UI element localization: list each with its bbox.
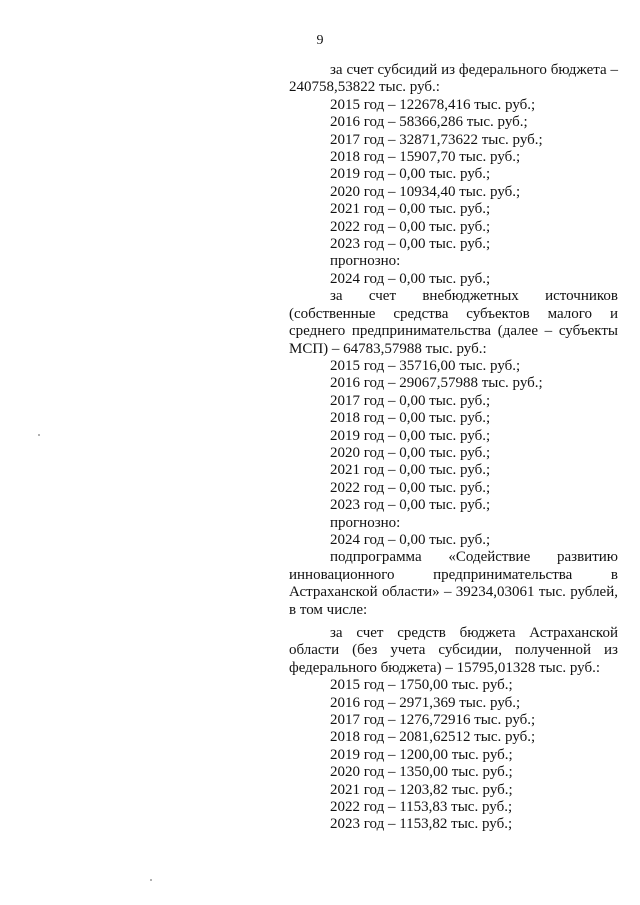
text-line: 2024 год – 0,00 тыс. руб.; — [330, 531, 491, 548]
text-line: 2016 год – 58366,286 тыс. руб.; — [330, 114, 528, 131]
text-line: 2021 год – 1203,82 тыс. руб.; — [330, 781, 513, 798]
document-body — [289, 62, 618, 834]
text-line: 2018 год – 2081,62512 тыс. руб.; — [330, 729, 536, 746]
text-line: 2017 год – 1276,72916 тыс. руб.; — [330, 712, 536, 729]
scan-speck — [38, 434, 40, 436]
text-line: 2020 год – 1350,00 тыс. руб.; — [330, 764, 513, 781]
text-line: 2023 год – 0,00 тыс. руб.; — [330, 497, 491, 514]
text-paragraph: за счет субсидий из федерального бюджета – 240758,53822 тыс. руб.: — [289, 62, 618, 96]
text-line: 2015 год – 35716,00 тыс. руб.; — [330, 357, 521, 374]
text-line: 2021 год – 0,00 тыс. руб.; — [330, 201, 491, 218]
text-line: 2016 год – 29067,57988 тыс. руб.; — [330, 375, 543, 392]
text-line: 2019 год – 0,00 тыс. руб.; — [330, 427, 491, 444]
text-line: 2022 год – 1153,83 тыс. руб.; — [330, 799, 513, 816]
text-line: 2020 год – 10934,40 тыс. руб.; — [330, 183, 521, 200]
text-line: 2015 год – 1750,00 тыс. руб.; — [330, 677, 513, 694]
text-line: 2021 год – 0,00 тыс. руб.; — [330, 462, 491, 479]
text-paragraph: за счет внебюджетных источников (собственные средства субъектов малого и среднего предпринимательства (далее – субъекты МСП) – 64783,57988 тыс. руб.: — [289, 288, 618, 357]
text-line: 2024 год – 0,00 тыс. руб.; — [330, 270, 491, 287]
text-line: 2023 год – 1153,82 тыс. руб.; — [330, 816, 513, 833]
text-line: 2020 год – 0,00 тыс. руб.; — [330, 444, 491, 461]
text-line: 2022 год – 0,00 тыс. руб.; — [330, 479, 491, 496]
text-paragraph: за счет средств бюджета Астраханской области (без учета субсидии, полученной из федерального бюджета) – 15795,01328 тыс. руб.: — [289, 625, 618, 676]
page-number: 9 — [316, 33, 324, 48]
text-line: 2018 год – 0,00 тыс. руб.; — [330, 410, 491, 427]
text-line: 2023 год – 0,00 тыс. руб.; — [330, 236, 491, 253]
text-line: 2017 год – 0,00 тыс. руб.; — [330, 392, 491, 409]
text-line: 2015 год – 122678,416 тыс. руб.; — [330, 96, 536, 113]
text-line: 2022 год – 0,00 тыс. руб.; — [330, 218, 491, 235]
text-line: прогнозно: — [330, 253, 401, 270]
text-line: 2019 год – 0,00 тыс. руб.; — [330, 166, 491, 183]
text-line: 2019 год – 1200,00 тыс. руб.; — [330, 746, 513, 763]
text-line: 2017 год – 32871,73622 тыс. руб.; — [330, 131, 543, 148]
text-line: 2018 год – 15907,70 тыс. руб.; — [330, 149, 521, 166]
scan-speck — [150, 879, 152, 881]
text-line: прогнозно: — [330, 514, 401, 531]
text-line: 2016 год – 2971,369 тыс. руб.; — [330, 694, 521, 711]
text-paragraph: подпрограмма «Содействие развитию инновационного предпринимательства в Астраханской области» – 39234,03061 тыс. рублей, в том числе: — [289, 549, 618, 618]
